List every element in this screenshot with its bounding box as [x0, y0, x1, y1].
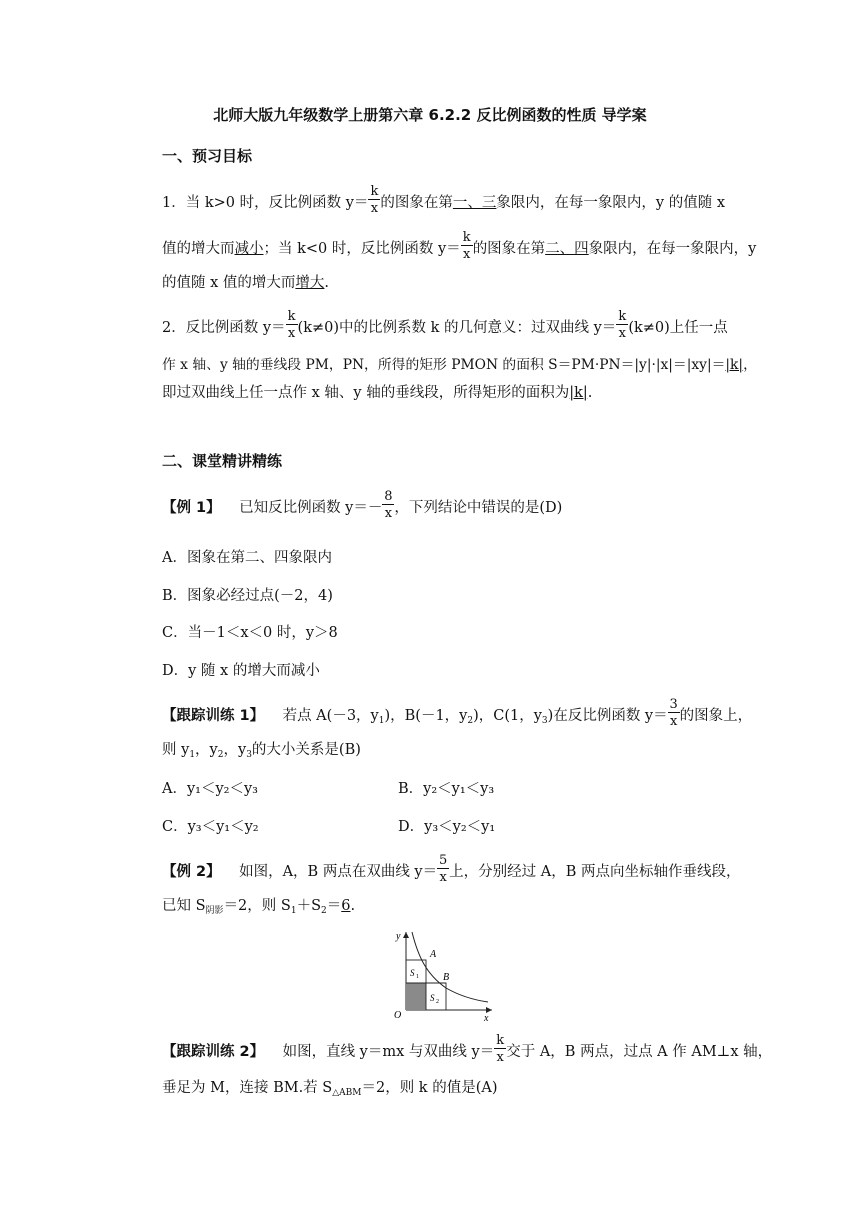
- label-b: B: [443, 972, 450, 983]
- p1-line1: 1．当 k>0 时，反比例函数 y＝ $\frac{k}{x}$ 的图象在第一、三象限内，在每一象限内，y 的值随 x: [162, 184, 725, 216]
- rect-s2: [426, 983, 446, 1010]
- example-tag: 【例 2】: [162, 864, 221, 880]
- y-axis-arrow: [403, 932, 409, 938]
- fraction-8-over-x: $\frac{8}{x}$: [384, 489, 393, 521]
- fraction-3-over-x: $\frac{3}{x}$: [669, 697, 678, 729]
- hyperbola-figure: [388, 926, 498, 1024]
- answer-blank: 一、三: [452, 195, 497, 211]
- section-2-heading: 二、课堂精讲精练: [162, 452, 283, 470]
- p2-line3: 即过双曲线上任一点作 x 轴、y 轴的垂线段，所得矩形的面积为|k|.: [162, 385, 593, 401]
- training-tag: 【跟踪训练 1】: [162, 708, 265, 724]
- section-1-heading: 一、预习目标: [162, 147, 253, 165]
- training-1-stem-line2: 则 $y_1$，$y_2$，$y_3$的大小关系是(B): [162, 742, 361, 760]
- example-2-stem-line2: 已知 $S_{阴影}=2$，则 $S_1+S_2=6$.: [162, 898, 356, 916]
- label-a: A: [430, 949, 437, 960]
- p2-line2: 作 x 轴、y 轴的垂线段 PM，PN，所得的矩形 PMON 的面积 S＝PM·PN＝|y|·|x|＝|xy|＝|k|，: [162, 357, 757, 373]
- example-1-option-c: C．当－1＜x＜0 时，y＞8: [162, 625, 338, 641]
- example-1-stem: 【例 1】 已知反比例函数 y＝－ $\frac{8}{x}$ ，下列结论中错误的是(D): [162, 489, 563, 521]
- answer-blank: |k|: [725, 357, 744, 373]
- label-s1-sub: 1: [416, 974, 419, 980]
- p1-line3: 的值随 x 值的增大而增大.: [162, 275, 330, 291]
- example-1-option-b: B．图象必经过点(－2，4): [162, 588, 333, 604]
- p2-line1: 2．反比例函数 y＝ $\frac{k}{x}$ (k≠0)中的比例系数 k 的几何意义：过双曲线 y＝ $\frac{k}{x}$ (k≠0)上任一点: [162, 309, 728, 341]
- answer-blank: 增大: [295, 275, 325, 291]
- fraction-k-over-x: $\frac{k}{x}$: [461, 242, 473, 256]
- training-1-option-c: C．y₃＜y₁＜y₂: [162, 819, 259, 835]
- training-2-stem: 【跟踪训练 2】 如图，直线 y＝mx 与双曲线 y＝ $\frac{k}{x}$ 交于 A，B 两点，过点 A 作 AM⊥x 轴，: [162, 1033, 773, 1065]
- label-s2: S: [430, 993, 435, 1003]
- shaded-rect: [406, 983, 426, 1010]
- training-1-stem: 【跟踪训练 1】 若点 A(－3，$y_1$)，B(－1，$y_2$)，C(1，$y_3$)在反比例函数 y＝ $\frac{3}{x}$ 的图象上，: [162, 697, 753, 729]
- example-1-option-d: D．y 随 x 的增大而减小: [162, 663, 320, 679]
- example-tag: 【例 1】: [162, 500, 221, 516]
- answer-blank: 6: [341, 898, 351, 914]
- answer-blank: |k|: [569, 385, 588, 401]
- training-tag: 【跟踪训练 2】: [162, 1044, 265, 1060]
- fraction-5-over-x: $\frac{5}{x}$: [438, 853, 448, 885]
- fraction-k-over-x: $\frac{k}{x}$: [616, 321, 628, 335]
- training-1-option-a: A．y₁＜y₂＜y₃: [162, 781, 258, 797]
- example-1-option-a: A．图象在第二、四象限内: [162, 550, 332, 566]
- answer-blank: 减小: [234, 241, 264, 257]
- training-1-option-b: B．y₂＜y₁＜y₃: [398, 781, 495, 797]
- fraction-k-over-x: $\frac{k}{x}$: [368, 196, 380, 210]
- label-s2-sub: 2: [436, 999, 439, 1005]
- example-2-stem: 【例 2】 如图，A，B 两点在双曲线 y＝ $\frac{5}{x}$ 上，分别经过 A，B 两点向坐标轴作垂线段，: [162, 853, 741, 885]
- training-1-option-d: D．y₃＜y₂＜y₁: [398, 819, 496, 835]
- label-x: x: [484, 1013, 489, 1024]
- p1-line2: 值的增大而减小；当 k<0 时，反比例函数 y＝ $\frac{k}{x}$ 的图象在第二、四象限内，在每一象限内，y: [162, 230, 757, 262]
- fraction-k-over-x: $\frac{k}{x}$: [286, 321, 298, 335]
- training-2-stem-line2: 垂足为 M，连接 BM.若 $S_{\triangle ABM}=2$，则 k 的值是(A): [162, 1080, 498, 1098]
- document-title: 北师大版九年级数学上册第六章 6.2.2 反比例函数的性质 导学案: [213, 106, 647, 124]
- label-s1: S: [410, 968, 415, 978]
- label-y: y: [396, 931, 401, 942]
- label-o: O: [394, 1010, 402, 1021]
- fraction-k-over-x: $\frac{k}{x}$: [494, 1045, 506, 1059]
- answer-blank: 二、四: [545, 241, 589, 257]
